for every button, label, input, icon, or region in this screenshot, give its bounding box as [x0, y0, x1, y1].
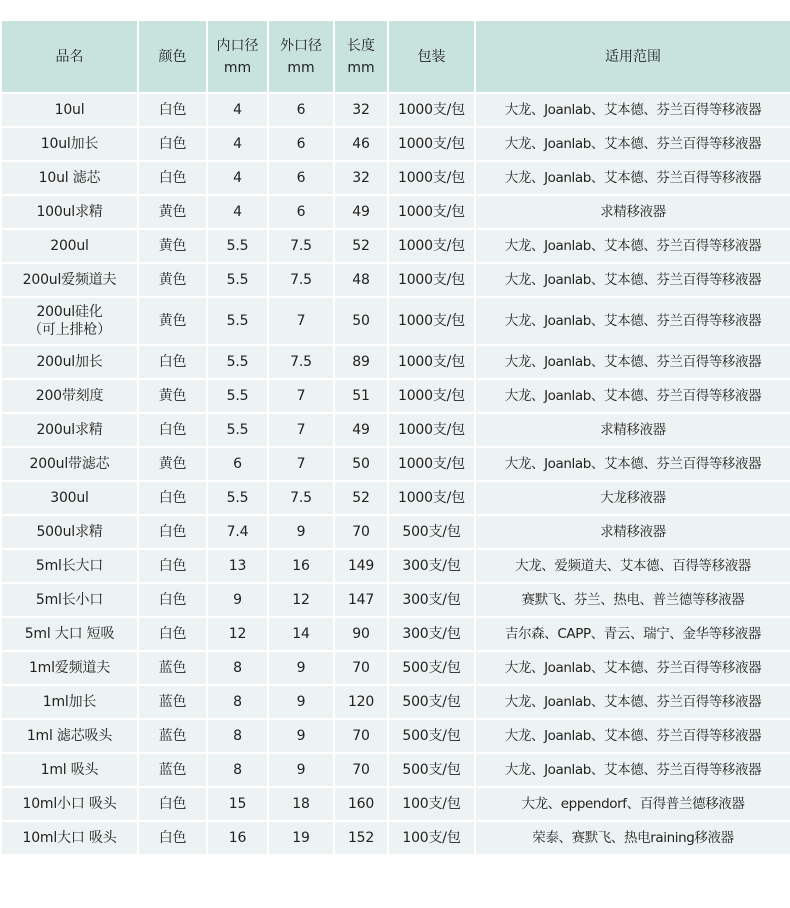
cell-outer-diameter: 7	[269, 380, 333, 412]
cell-package: 100支/包	[389, 822, 474, 854]
cell-inner-diameter: 6	[208, 448, 267, 480]
cell-name: 300ul	[2, 482, 137, 514]
cell-package: 500支/包	[389, 652, 474, 684]
cell-package: 1000支/包	[389, 448, 474, 480]
cell-color: 白色	[139, 516, 206, 548]
cell-range: 大龙、爱频道夫、艾本德、百得等移液器	[476, 550, 790, 582]
cell-inner-diameter: 8	[208, 686, 267, 718]
cell-package: 1000支/包	[389, 264, 474, 296]
cell-name: 1ml 滤芯吸头	[2, 720, 137, 752]
cell-color: 黄色	[139, 380, 206, 412]
table-row	[2, 788, 790, 820]
cell-package: 500支/包	[389, 516, 474, 548]
header-name-label: 品名	[55, 48, 84, 65]
cell-color: 黄色	[139, 196, 206, 228]
cell-inner-diameter: 8	[208, 720, 267, 752]
cell-outer-diameter: 9	[269, 652, 333, 684]
cell-length: 70	[335, 754, 387, 786]
cell-name: 200ul	[2, 230, 137, 262]
cell-name: 200ul加长	[2, 346, 137, 378]
cell-name: 500ul求精	[2, 516, 137, 548]
cell-length: 50	[335, 298, 387, 344]
cell-length: 147	[335, 584, 387, 616]
header-inner-diameter	[208, 21, 267, 92]
header-inner-unit: mm	[223, 59, 252, 76]
cell-length: 152	[335, 822, 387, 854]
cell-name: 1ml爱频道夫	[2, 652, 137, 684]
table-row	[2, 652, 790, 684]
table-row	[2, 618, 790, 650]
cell-length: 120	[335, 686, 387, 718]
cell-color: 白色	[139, 482, 206, 514]
cell-name: 10ul 滤芯	[2, 162, 137, 194]
spec-table	[0, 19, 790, 856]
cell-length: 32	[335, 94, 387, 126]
table-row	[2, 482, 790, 514]
cell-length: 49	[335, 414, 387, 446]
cell-range: 求精移液器	[476, 196, 790, 228]
table-header	[2, 21, 790, 92]
cell-length: 160	[335, 788, 387, 820]
cell-name: 5ml 大口 短吸	[2, 618, 137, 650]
cell-color: 白色	[139, 128, 206, 160]
cell-outer-diameter: 9	[269, 720, 333, 752]
cell-outer-diameter: 6	[269, 162, 333, 194]
table-row	[2, 298, 790, 344]
cell-name: 200ul求精	[2, 414, 137, 446]
cell-length: 48	[335, 264, 387, 296]
cell-length: 90	[335, 618, 387, 650]
cell-outer-diameter: 14	[269, 618, 333, 650]
cell-color: 蓝色	[139, 754, 206, 786]
cell-range: 大龙、Joanlab、艾本德、芬兰百得等移液器	[476, 720, 790, 752]
cell-name: 200带刻度	[2, 380, 137, 412]
cell-outer-diameter: 7.5	[269, 230, 333, 262]
table-row	[2, 230, 790, 262]
table-row	[2, 162, 790, 194]
cell-package: 300支/包	[389, 550, 474, 582]
cell-outer-diameter: 7	[269, 298, 333, 344]
cell-outer-diameter: 6	[269, 196, 333, 228]
header-row	[2, 21, 790, 92]
cell-color: 白色	[139, 584, 206, 616]
cell-inner-diameter: 5.5	[208, 482, 267, 514]
header-length-label: 长度	[347, 37, 375, 54]
cell-inner-diameter: 16	[208, 822, 267, 854]
cell-package: 100支/包	[389, 788, 474, 820]
cell-inner-diameter: 5.5	[208, 230, 267, 262]
table-row	[2, 822, 790, 854]
header-color	[139, 21, 206, 92]
cell-name: 5ml长小口	[2, 584, 137, 616]
table-row	[2, 128, 790, 160]
cell-package: 300支/包	[389, 584, 474, 616]
cell-package: 300支/包	[389, 618, 474, 650]
header-range	[476, 21, 790, 92]
header-name	[2, 21, 137, 92]
cell-inner-diameter: 5.5	[208, 298, 267, 344]
cell-length: 52	[335, 230, 387, 262]
table-body	[2, 94, 790, 854]
cell-name: 10ml小口 吸头	[2, 788, 137, 820]
cell-length: 50	[335, 448, 387, 480]
table-row	[2, 94, 790, 126]
cell-outer-diameter: 7.5	[269, 482, 333, 514]
table-row	[2, 584, 790, 616]
cell-color: 白色	[139, 618, 206, 650]
cell-color: 黄色	[139, 448, 206, 480]
table-row	[2, 196, 790, 228]
cell-package: 500支/包	[389, 720, 474, 752]
cell-name: 10ml大口 吸头	[2, 822, 137, 854]
cell-outer-diameter: 19	[269, 822, 333, 854]
cell-inner-diameter: 5.5	[208, 380, 267, 412]
cell-range: 大龙、Joanlab、艾本德、芬兰百得等移液器	[476, 346, 790, 378]
cell-outer-diameter: 9	[269, 686, 333, 718]
header-outer-unit: mm	[287, 59, 315, 76]
cell-range: 大龙、Joanlab、艾本德、芬兰百得等移液器	[476, 128, 790, 160]
cell-range: 大龙、Joanlab、艾本德、芬兰百得等移液器	[476, 298, 790, 344]
header-outer-diameter	[269, 21, 333, 92]
cell-length: 70	[335, 652, 387, 684]
cell-length: 51	[335, 380, 387, 412]
cell-inner-diameter: 5.5	[208, 414, 267, 446]
cell-outer-diameter: 6	[269, 94, 333, 126]
cell-outer-diameter: 6	[269, 128, 333, 160]
cell-length: 46	[335, 128, 387, 160]
cell-range: 吉尔森、CAPP、青云、瑞宁、金华等移液器	[476, 618, 790, 650]
cell-range: 求精移液器	[476, 516, 790, 548]
cell-package: 1000支/包	[389, 346, 474, 378]
cell-inner-diameter: 5.5	[208, 264, 267, 296]
header-length	[335, 21, 387, 92]
cell-range: 大龙、Joanlab、艾本德、芬兰百得等移液器	[476, 686, 790, 718]
cell-color: 白色	[139, 346, 206, 378]
cell-outer-diameter: 12	[269, 584, 333, 616]
cell-range: 大龙、Joanlab、艾本德、芬兰百得等移液器	[476, 94, 790, 126]
cell-range: 大龙、Joanlab、艾本德、芬兰百得等移液器	[476, 380, 790, 412]
table-row	[2, 516, 790, 548]
cell-outer-diameter: 7	[269, 414, 333, 446]
cell-color: 黄色	[139, 230, 206, 262]
cell-name: 10ul	[2, 94, 137, 126]
cell-inner-diameter: 12	[208, 618, 267, 650]
cell-range: 大龙、eppendorf、百得普兰德移液器	[476, 788, 790, 820]
cell-inner-diameter: 8	[208, 754, 267, 786]
cell-outer-diameter: 18	[269, 788, 333, 820]
header-length-unit: mm	[347, 59, 375, 76]
cell-inner-diameter: 9	[208, 584, 267, 616]
cell-color: 白色	[139, 94, 206, 126]
cell-outer-diameter: 7.5	[269, 264, 333, 296]
cell-name: 200ul带滤芯	[2, 448, 137, 480]
table-row	[2, 550, 790, 582]
cell-outer-diameter: 16	[269, 550, 333, 582]
cell-name: 10ul加长	[2, 128, 137, 160]
header-color-label: 颜色	[158, 48, 187, 65]
table-row	[2, 264, 790, 296]
cell-color: 黄色	[139, 298, 206, 344]
cell-inner-diameter: 7.4	[208, 516, 267, 548]
cell-color: 白色	[139, 788, 206, 820]
cell-name: 1ml加长	[2, 686, 137, 718]
cell-range: 大龙、Joanlab、艾本德、芬兰百得等移液器	[476, 754, 790, 786]
cell-package: 1000支/包	[389, 230, 474, 262]
cell-length: 149	[335, 550, 387, 582]
table-row	[2, 414, 790, 446]
cell-range: 求精移液器	[476, 414, 790, 446]
cell-inner-diameter: 4	[208, 94, 267, 126]
cell-outer-diameter: 7.5	[269, 346, 333, 378]
cell-length: 49	[335, 196, 387, 228]
cell-color: 蓝色	[139, 652, 206, 684]
cell-outer-diameter: 7	[269, 448, 333, 480]
cell-range: 大龙、Joanlab、艾本德、芬兰百得等移液器	[476, 652, 790, 684]
cell-length: 89	[335, 346, 387, 378]
cell-range: 赛默飞、芬兰、热电、普兰德等移液器	[476, 584, 790, 616]
header-inner-label: 内口径	[216, 37, 259, 54]
cell-outer-diameter: 9	[269, 516, 333, 548]
header-package	[389, 21, 474, 92]
table-row	[2, 686, 790, 718]
cell-color: 白色	[139, 414, 206, 446]
cell-inner-diameter: 15	[208, 788, 267, 820]
cell-length: 32	[335, 162, 387, 194]
cell-color: 白色	[139, 162, 206, 194]
cell-package: 1000支/包	[389, 482, 474, 514]
table-row	[2, 346, 790, 378]
cell-inner-diameter: 4	[208, 128, 267, 160]
cell-name: 200ul爱频道夫	[2, 264, 137, 296]
cell-name: 5ml长大口	[2, 550, 137, 582]
cell-outer-diameter: 9	[269, 754, 333, 786]
cell-inner-diameter: 8	[208, 652, 267, 684]
table-row	[2, 380, 790, 412]
cell-range: 大龙、Joanlab、艾本德、芬兰百得等移液器	[476, 162, 790, 194]
cell-package: 500支/包	[389, 686, 474, 718]
cell-color: 白色	[139, 550, 206, 582]
cell-inner-diameter: 5.5	[208, 346, 267, 378]
cell-name: 1ml 吸头	[2, 754, 137, 786]
cell-name: 100ul求精	[2, 196, 137, 228]
cell-package: 1000支/包	[389, 162, 474, 194]
table-row	[2, 754, 790, 786]
cell-inner-diameter: 4	[208, 196, 267, 228]
cell-color: 白色	[139, 822, 206, 854]
cell-range: 荣泰、赛默飞、热电raining移液器	[476, 822, 790, 854]
cell-name: 200ul硅化 （可上排枪）	[2, 298, 137, 344]
cell-package: 1000支/包	[389, 414, 474, 446]
cell-range: 大龙移液器	[476, 482, 790, 514]
table-row	[2, 720, 790, 752]
cell-length: 70	[335, 720, 387, 752]
cell-length: 70	[335, 516, 387, 548]
cell-package: 1000支/包	[389, 298, 474, 344]
cell-color: 蓝色	[139, 686, 206, 718]
cell-color: 蓝色	[139, 720, 206, 752]
cell-inner-diameter: 4	[208, 162, 267, 194]
cell-range: 大龙、Joanlab、艾本德、芬兰百得等移液器	[476, 230, 790, 262]
cell-color: 黄色	[139, 264, 206, 296]
cell-range: 大龙、Joanlab、艾本德、芬兰百得等移液器	[476, 264, 790, 296]
cell-package: 1000支/包	[389, 94, 474, 126]
cell-package: 1000支/包	[389, 128, 474, 160]
header-outer-label: 外口径	[280, 37, 322, 54]
cell-inner-diameter: 13	[208, 550, 267, 582]
header-range-label: 适用范围	[605, 48, 661, 65]
cell-length: 52	[335, 482, 387, 514]
cell-package: 1000支/包	[389, 380, 474, 412]
header-package-label: 包装	[417, 48, 446, 65]
cell-range: 大龙、Joanlab、艾本德、芬兰百得等移液器	[476, 448, 790, 480]
table-row	[2, 448, 790, 480]
cell-package: 500支/包	[389, 754, 474, 786]
cell-package: 1000支/包	[389, 196, 474, 228]
